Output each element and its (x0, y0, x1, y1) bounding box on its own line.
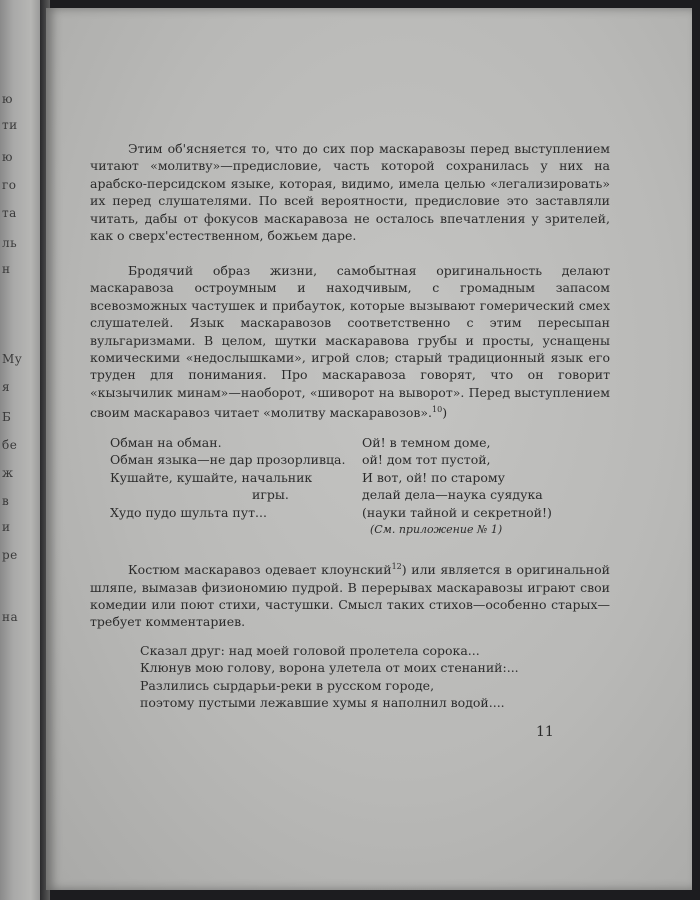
left-fragment: ю (2, 150, 13, 164)
book-page (46, 8, 692, 890)
poem-line: поэтому пустыми лежавшие хумы я наполнил водой.... (140, 695, 505, 711)
left-fragment: бе (2, 438, 18, 452)
poem-left-column (110, 434, 345, 521)
poem-line: Ой! в темном доме, (362, 435, 491, 450)
left-fragment: ре (2, 548, 18, 562)
poem-line: Кушайте, кушайте, начальник (110, 469, 313, 485)
poem-appendix-reference: (См. приложение № 1) (370, 523, 503, 537)
left-fragment: Му (2, 352, 23, 366)
paragraph-costume (90, 558, 610, 631)
paragraph-lifestyle-text: Бродячий образ жизни, самобытная оригинальность делают маскаравоза остроумным и находчивым, с громадным запасом всевозможных частушек и прибауток, которые вызывают гомерический смех слушателей. Язык маскаравозов соответственно с этим пересыпан вульгаризмами. В целом, шутки маскаравова грубы и просты, уснащены комическими «недослышками», игрой слов; старый традиционный язык его труден для понимания. Про маскаравоза говорят, что он говорит «кызычилик минам»—наоборот, «шиворот на выворот». Перед выступлением своим маскаравоз читает «молитву маскаравозов». (90, 263, 610, 421)
poem-line: Клюнув мою голову, ворона улетела от моих стенаний:... (140, 660, 519, 676)
poem-line: Обман на обман. (110, 435, 222, 450)
left-fragment: го (2, 178, 17, 192)
poem-right-column (362, 434, 552, 538)
footnote-marker: 12 (391, 562, 402, 571)
paragraph-close-paren: ) (442, 405, 448, 421)
poem-line: Разлились сырдарьи-реки в русском городе, (140, 677, 435, 693)
poem-line: Обман языка—не дар прозорливца. (110, 452, 346, 468)
left-fragment: я (2, 380, 11, 394)
paragraph-costume-text-a: Костюм маскаравоз одевает клоунский (128, 562, 392, 578)
left-fragment: та (2, 206, 17, 220)
poem-verse (140, 642, 519, 712)
poem-line: (науки тайной и секретной!) (362, 504, 552, 520)
paragraph-costume-text-b: ) или является в оригинальной шляпе, вымазав физиономию пудрой. В перерывах маскаравозы играют свои комедии или поют стихи, частушки. Смысл таких стихов—особенно старых—требует комментариев. (90, 562, 610, 630)
poem-line: делай дела—наука суядука (362, 487, 543, 503)
poem-line: игры. (252, 487, 289, 503)
paragraph-prayer: Этим об'ясняется то, что до сих пор маскаравозы перед выступлением читают «молитву»—предисловие, часть которой сохранилась у них на арабско-персидском языке, которая, видимо, имела целью «легализировать» их перед слушателями. По всей вероятности, предисловие это заставляли читать, дабы от фокусов маскаравоза не осталось впечатления у зрителей, как о сверх'естественном, божьем даре. (90, 141, 610, 244)
footnote-marker: 10 (432, 405, 443, 415)
poem-line: Сказал друг: над моей головой пролетела сорока... (140, 643, 480, 658)
left-fragment: и (2, 520, 11, 534)
left-fragment: Б (2, 410, 12, 424)
left-fragment: ль (2, 236, 18, 250)
left-fragment: в (2, 494, 10, 508)
poem-line: ой! дом тот пустой, (362, 452, 491, 468)
page-number: 11 (536, 724, 554, 740)
left-fragment: на (2, 610, 19, 624)
previous-page-edge (0, 0, 44, 900)
left-fragment: ю (2, 92, 13, 106)
left-fragment: н (2, 262, 11, 276)
left-fragment: ж (2, 466, 14, 480)
left-fragment: ти (2, 118, 18, 132)
poem-line: Худо пудо шульта пут... (110, 504, 267, 520)
poem-line: И вот, ой! по старому (362, 469, 505, 485)
paragraph-lifestyle (90, 262, 610, 422)
